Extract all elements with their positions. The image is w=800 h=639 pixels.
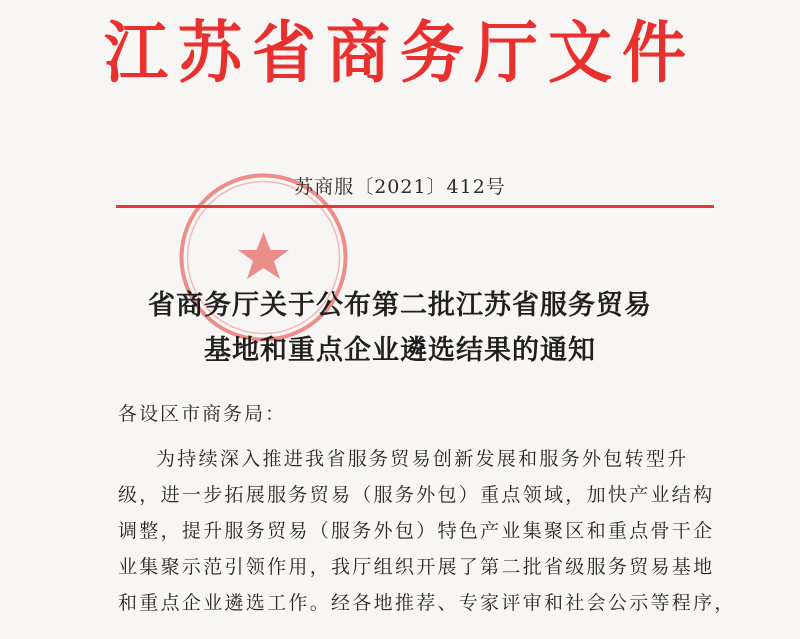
body-line: 业集聚示范引领作用，我厅组织开展了第二批省级服务贸易基地 (118, 556, 715, 578)
body-line: 级，进一步拓展服务贸易（服务外包）重点领域，加快产业结构 (118, 484, 715, 506)
body-line: 和重点企业遴选工作。经各地推荐、专家评审和社会公示等程序， (118, 592, 736, 614)
body-line: 为持续深入推进我省服务贸易创新发展和服务外包转型升 (156, 448, 689, 470)
header-divider (116, 205, 714, 208)
body-paragraph (118, 441, 736, 621)
notice-title-line-1: 省商务厅关于公布第二批江苏省服务贸易 (148, 290, 652, 321)
body-line: 调整，提升服务贸易（服务外包）特色产业集聚区和重点骨干企 (118, 520, 715, 542)
salutation: 各设区市商务局： (118, 403, 287, 425)
document-header-title: 江苏省商务厅文件 (104, 15, 696, 93)
notice-title-line-2: 基地和重点企业遴选结果的通知 (204, 335, 596, 366)
document-number: 苏商服〔2021〕412号 (294, 176, 506, 198)
